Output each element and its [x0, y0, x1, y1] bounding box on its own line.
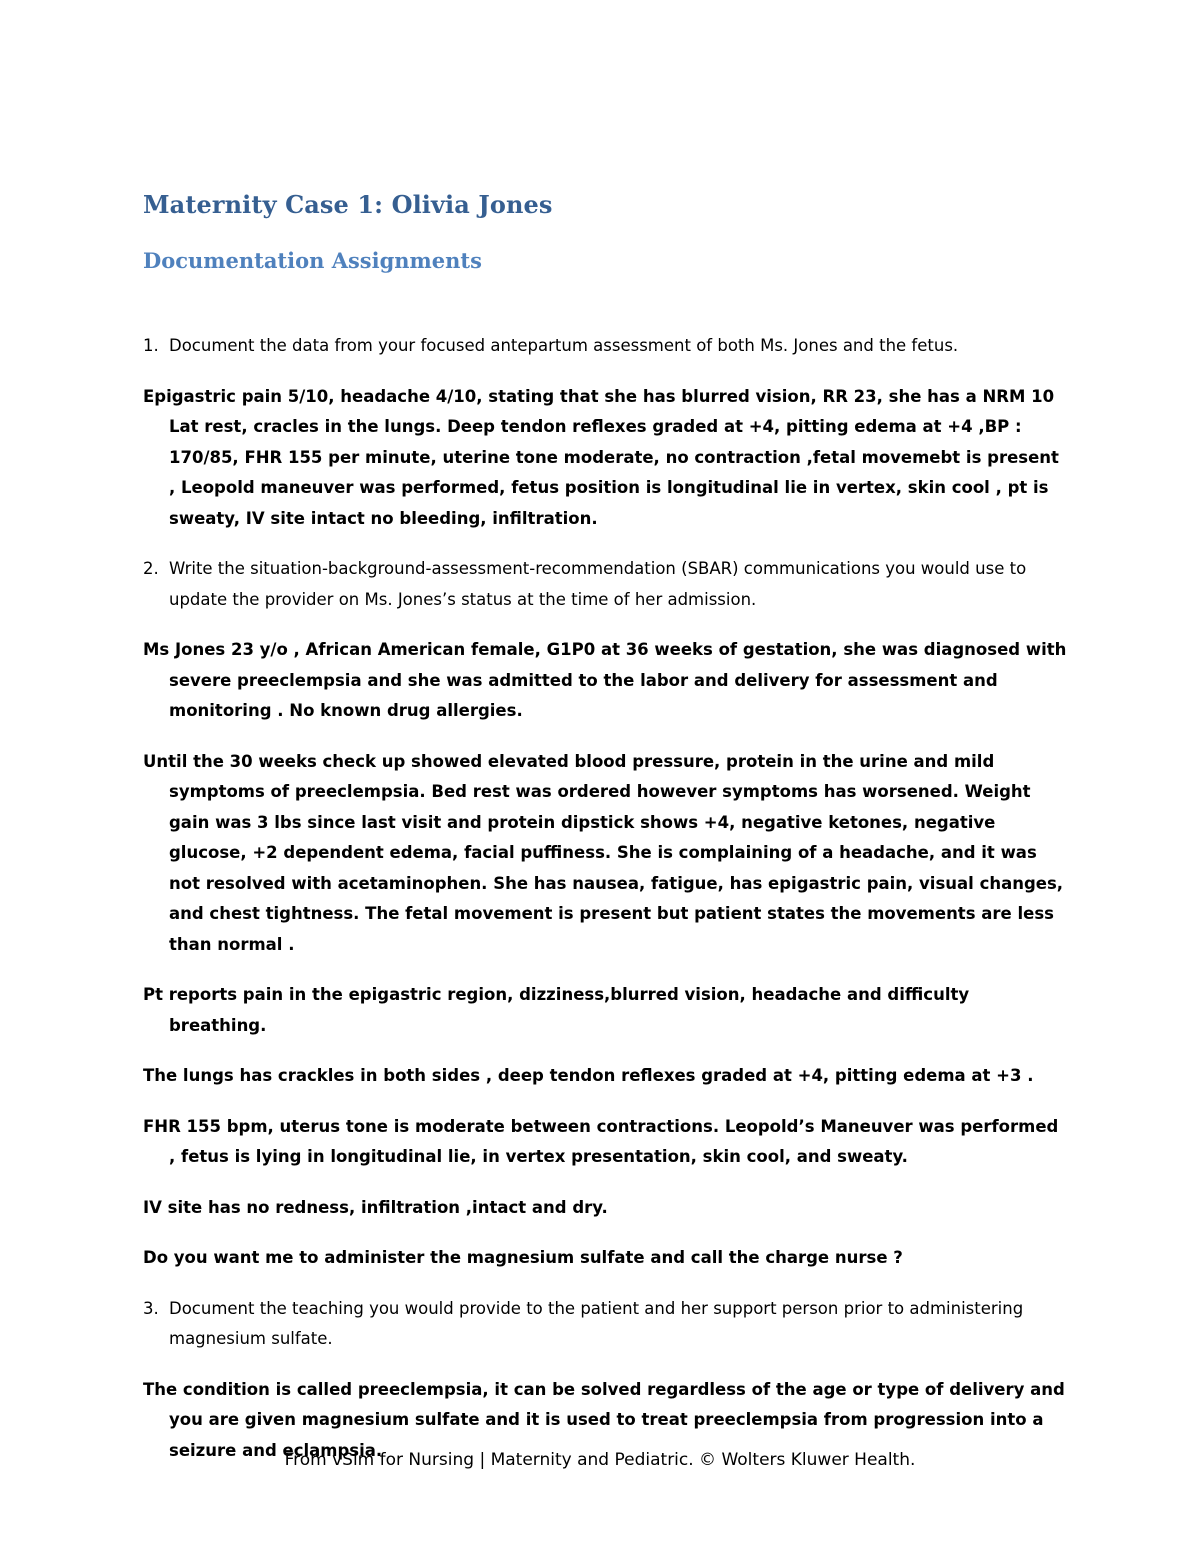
- page-footer: From vSim for Nursing | Maternity and Pediatric. © Wolters Kluwer Health.: [284, 1450, 916, 1470]
- answer-3: The condition is called preeclempsia, it can be solved regardless of the age or type of delivery and you are given magnesium sulfate and it is used to treat preeclempsia from progression into a seizure and eclampsia.: [143, 1379, 1065, 1460]
- answer-1: Epigastric pain 5/10, headache 4/10, stating that she has blurred vision, RR 23, she has a NRM 10 Lat rest, cracles in the lungs. Deep tendon reflexes graded at +4, pitting edema at +4 ,BP : 170/85, FHR 155 per minute, uterine tone moderate, no contraction ,fetal movemebt is present , Leopold maneuver was performed, fetus position is longitudinal lie in vertex, skin cool , pt is sweaty, IV site intact no bleeding, infiltration.: [143, 386, 1059, 528]
- answer-2-assessment-lungs: The lungs has crackles in both sides , deep tendon reflexes graded at +4, pitting edema at +3 .: [143, 1066, 1034, 1085]
- answer-2-assessment-iv: IV site has no redness, infiltration ,intact and dry.: [143, 1197, 608, 1217]
- question-3-text: Document the teaching you would provide to the patient and her support person prior to administering magnesium sulfate.: [169, 1298, 1024, 1348]
- question-3-number: 3.: [143, 1298, 159, 1318]
- answer-2-situation: Ms Jones 23 y/o , African American female, G1P0 at 36 weeks of gestation, she was diagnosed with severe preeclempsia and she was admitted to the labor and delivery for assessment and monitoring . No known drug allergies.: [143, 640, 1067, 720]
- answer-2-recommendation: Do you want me to administer the magnesium sulfate and call the charge nurse ?: [143, 1248, 903, 1267]
- answer-2-assessment-symptoms: Pt reports pain in the epigastric region, dizziness,blurred vision, headache and difficulty breathing.: [143, 985, 970, 1035]
- question-1-text: Document the data from your focused antepartum assessment of both Ms. Jones and the fetus.: [169, 336, 959, 355]
- question-1-number: 1.: [143, 336, 159, 355]
- document-subtitle: Documentation Assignments: [143, 248, 482, 273]
- question-2-number: 2.: [143, 559, 159, 578]
- question-2: [143, 554, 1068, 615]
- answer-2-assessment-fetal: FHR 155 bpm, uterus tone is moderate between contractions. Leopold’s Maneuver was performed , fetus is lying in longitudinal lie, in vertex presentation, skin cool, and sweaty.: [143, 1116, 1059, 1166]
- question-2-text: Write the situation-background-assessment-recommendation (SBAR) communications you would use to update the provider on Ms. Jones’s status at the time of her admission.: [169, 559, 1027, 609]
- answer-2-background: Until the 30 weeks check up showed elevated blood pressure, protein in the urine and mild symptoms of preeclempsia. Bed rest was ordered however symptoms has worsened. Weight gain was 3 lbs since last visit and protein dipstick shows +4, negative ketones, negative glucose, +2 dependent edema, facial puffiness. She is complaining of a headache, and it was not resolved with acetaminophen. She has nausea, fatigue, has epigastric pain, visual changes, and chest tightness. The fetal movement is present but patient states the movements are less than normal .: [143, 751, 1064, 954]
- document-body: [143, 331, 1068, 1486]
- question-3: [143, 1294, 1068, 1355]
- document-title: Maternity Case 1: Olivia Jones: [143, 190, 553, 219]
- question-1: [143, 331, 1068, 362]
